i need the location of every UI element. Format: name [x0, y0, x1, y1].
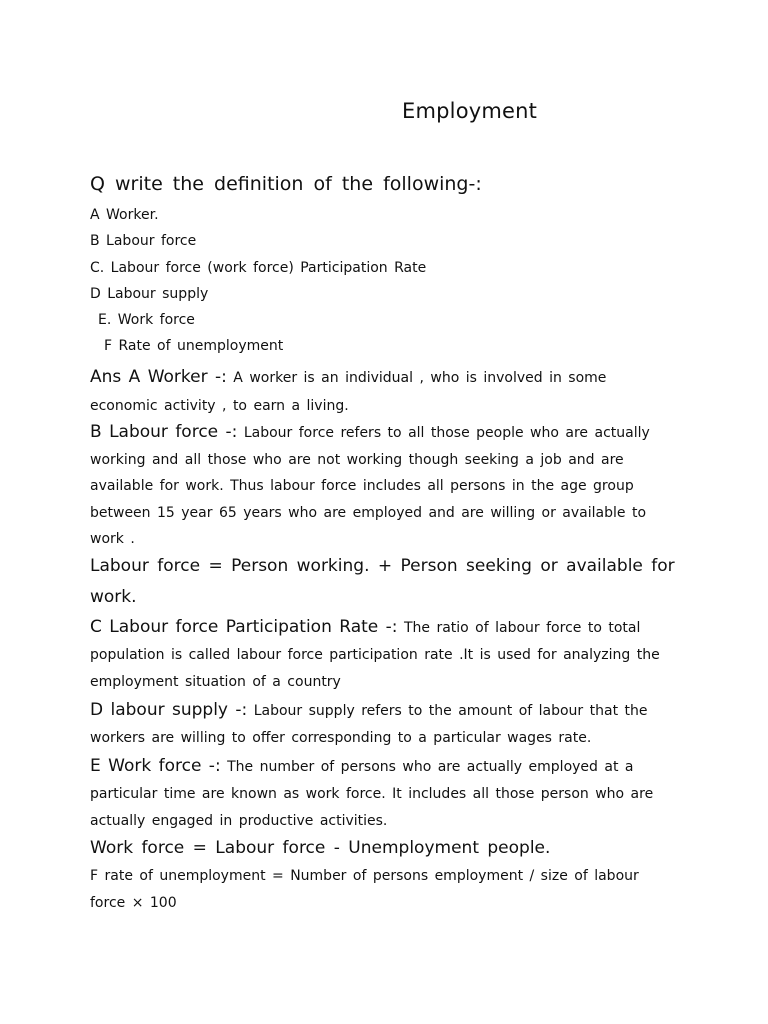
answer-work-force: [90, 753, 670, 835]
answer-labour-force-text-1: Labour force refers to all those people who are actually: [237, 425, 650, 441]
answer-labour-force-line-2: working and all those who are not working though seeking a job and are: [90, 451, 624, 468]
answer-labour-force-line-3: available for work. Thus labour force includes all persons in the age group: [90, 478, 634, 494]
answer-worker: [90, 363, 670, 420]
answer-labour-force-lead: B Labour force -:: [90, 422, 238, 442]
question-item-c: C. Labour force (work force) Participation Rate: [90, 260, 427, 276]
answer-labour-force: [90, 419, 670, 553]
answer-labour-supply-line-1: [90, 697, 670, 725]
answer-labour-force-line-5: work .: [90, 531, 135, 547]
labour-force-formula-line-1: Labour force = Person working. + Person seeking or available for: [90, 556, 675, 576]
answer-work-force-lead: E Work force -:: [90, 756, 221, 776]
labour-force-formula: [90, 551, 675, 613]
question-heading: Q write the definition of the following-:: [90, 173, 482, 195]
work-force-formula: Work force = Labour force - Unemployment people.: [90, 838, 551, 858]
answer-work-force-line-2: particular time are known as work force. It includes all those person who are: [90, 786, 654, 802]
answer-worker-lead: Ans A Worker -:: [90, 367, 227, 387]
answer-participation-rate-line-1: [90, 614, 670, 642]
answer-participation-rate: [90, 614, 670, 696]
question-item-f: F Rate of unemployment: [104, 338, 284, 354]
unemployment-rate-formula: [90, 863, 670, 917]
question-item-b: B Labour force: [90, 233, 197, 249]
question-item-a: A Worker.: [90, 207, 159, 223]
answer-labour-supply-line-2: workers are willing to offer corresponding to a particular wages rate.: [90, 730, 592, 746]
answer-participation-rate-text-1: The ratio of labour force to total: [397, 620, 641, 636]
question-item-d: D Labour supply: [90, 286, 209, 302]
unemployment-rate-line-2: force × 100: [90, 895, 177, 911]
answer-work-force-text-1: The number of persons who are actually employed at a: [220, 759, 634, 775]
page-title: Employment: [402, 99, 538, 123]
answer-work-force-line-3: actually engaged in productive activities.: [90, 813, 388, 829]
answer-labour-supply-text-1: Labour supply refers to the amount of labour that the: [247, 703, 648, 719]
answer-worker-text-1: A worker is an individual , who is involved in some: [226, 370, 607, 386]
unemployment-rate-line-1: F rate of unemployment = Number of persons employment / size of labour: [90, 868, 639, 884]
answer-participation-rate-lead: C Labour force Participation Rate -:: [90, 617, 398, 637]
question-item-e: E. Work force: [98, 312, 195, 328]
answer-labour-force-line-1: [90, 419, 670, 447]
answer-participation-rate-line-3: employment situation of a country: [90, 674, 341, 690]
answer-worker-line-2: economic activity , to earn a living.: [90, 398, 349, 414]
answer-labour-supply-lead: D labour supply -:: [90, 700, 248, 720]
answer-labour-supply: [90, 697, 670, 752]
labour-force-formula-line-2: work.: [90, 587, 137, 607]
answer-worker-line-1: [90, 363, 670, 392]
answer-labour-force-line-4: between 15 year 65 years who are employed and are willing or available to: [90, 504, 647, 521]
answer-participation-rate-line-2: population is called labour force participation rate .It is used for analyzing the: [90, 647, 660, 663]
answer-work-force-line-1: [90, 753, 670, 781]
